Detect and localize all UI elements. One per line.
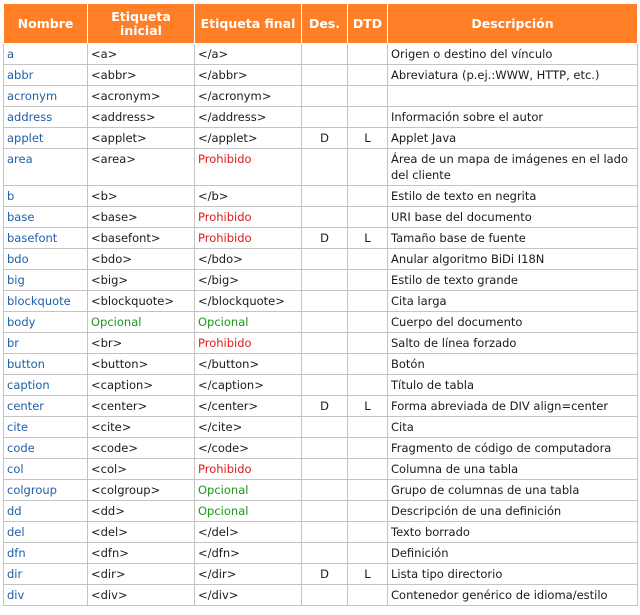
dtd-cell: [348, 459, 388, 480]
table-row: [4, 459, 638, 480]
name-cell: b: [4, 186, 88, 207]
description-cell: Botón: [388, 354, 638, 375]
header-etiqueta-inicial: Etiqueta inicial: [88, 4, 195, 44]
name-cell: button: [4, 354, 88, 375]
end-tag-cell: </address>: [195, 107, 302, 128]
name-cell: colgroup: [4, 480, 88, 501]
table-row: [4, 107, 638, 128]
dtd-cell: [348, 86, 388, 107]
deprecated-cell: D: [302, 228, 348, 249]
start-tag-cell: <a>: [88, 44, 195, 65]
name-cell: bdo: [4, 249, 88, 270]
description-cell: Tamaño base de fuente: [388, 228, 638, 249]
table-header-row: [4, 4, 638, 44]
dtd-cell: [348, 270, 388, 291]
header-dtd: DTD: [348, 4, 388, 44]
name-cell: applet: [4, 128, 88, 149]
start-tag-cell: <dd>: [88, 501, 195, 522]
dtd-cell: L: [348, 228, 388, 249]
table-row: [4, 438, 638, 459]
deprecated-cell: [302, 375, 348, 396]
dtd-cell: L: [348, 564, 388, 585]
name-cell: big: [4, 270, 88, 291]
table-row: [4, 585, 638, 606]
description-cell: Salto de línea forzado: [388, 333, 638, 354]
start-tag-cell: <del>: [88, 522, 195, 543]
end-tag-cell: </abbr>: [195, 65, 302, 86]
table-row: [4, 354, 638, 375]
table-row: [4, 65, 638, 86]
start-tag-cell: <colgroup>: [88, 480, 195, 501]
name-cell: caption: [4, 375, 88, 396]
deprecated-cell: [302, 149, 348, 186]
dtd-cell: [348, 207, 388, 228]
dtd-cell: [348, 65, 388, 86]
deprecated-cell: [302, 207, 348, 228]
end-tag-cell: </cite>: [195, 417, 302, 438]
start-tag-cell: <big>: [88, 270, 195, 291]
start-tag-cell: <code>: [88, 438, 195, 459]
start-tag-cell: <address>: [88, 107, 195, 128]
name-cell: area: [4, 149, 88, 186]
end-tag-cell: </div>: [195, 585, 302, 606]
start-tag-cell: <basefont>: [88, 228, 195, 249]
end-tag-cell: </bdo>: [195, 249, 302, 270]
name-cell: col: [4, 459, 88, 480]
dtd-cell: [348, 438, 388, 459]
name-cell: dfn: [4, 543, 88, 564]
end-tag-cell: </button>: [195, 354, 302, 375]
end-tag-cell: Opcional: [195, 312, 302, 333]
table-row: [4, 480, 638, 501]
description-cell: Cuerpo del documento: [388, 312, 638, 333]
deprecated-cell: D: [302, 564, 348, 585]
table-row: [4, 44, 638, 65]
deprecated-cell: D: [302, 396, 348, 417]
end-tag-cell: </caption>: [195, 375, 302, 396]
name-cell: address: [4, 107, 88, 128]
description-cell: Estilo de texto en negrita: [388, 186, 638, 207]
deprecated-cell: [302, 186, 348, 207]
name-cell: center: [4, 396, 88, 417]
deprecated-cell: [302, 270, 348, 291]
description-cell: Anular algoritmo BiDi I18N: [388, 249, 638, 270]
dtd-cell: [348, 249, 388, 270]
deprecated-cell: [302, 44, 348, 65]
end-tag-cell: Prohibido: [195, 459, 302, 480]
start-tag-cell: <b>: [88, 186, 195, 207]
description-cell: Lista tipo directorio: [388, 564, 638, 585]
dtd-cell: [348, 522, 388, 543]
dtd-cell: [348, 480, 388, 501]
end-tag-cell: </big>: [195, 270, 302, 291]
start-tag-cell: <cite>: [88, 417, 195, 438]
description-cell: Abreviatura (p.ej.:WWW, HTTP, etc.): [388, 65, 638, 86]
description-cell: Cita larga: [388, 291, 638, 312]
description-cell: Fragmento de código de computadora: [388, 438, 638, 459]
end-tag-cell: </dir>: [195, 564, 302, 585]
end-tag-cell: </acronym>: [195, 86, 302, 107]
name-cell: code: [4, 438, 88, 459]
deprecated-cell: [302, 291, 348, 312]
name-cell: div: [4, 585, 88, 606]
dtd-cell: [348, 501, 388, 522]
description-cell: Contenedor genérico de idioma/estilo: [388, 585, 638, 606]
table-row: [4, 207, 638, 228]
deprecated-cell: [302, 107, 348, 128]
table-body: [4, 44, 638, 606]
header-des: Des.: [302, 4, 348, 44]
start-tag-cell: <abbr>: [88, 65, 195, 86]
end-tag-cell: </blockquote>: [195, 291, 302, 312]
end-tag-cell: Prohibido: [195, 207, 302, 228]
name-cell: cite: [4, 417, 88, 438]
table-row: [4, 501, 638, 522]
table-row: [4, 375, 638, 396]
description-cell: Área de un mapa de imágenes en el lado del cliente: [388, 149, 638, 186]
table-row: [4, 333, 638, 354]
deprecated-cell: [302, 354, 348, 375]
name-cell: del: [4, 522, 88, 543]
end-tag-cell: Opcional: [195, 501, 302, 522]
dtd-cell: [348, 107, 388, 128]
description-cell: Applet Java: [388, 128, 638, 149]
header-etiqueta-final: Etiqueta final: [195, 4, 302, 44]
name-cell: acronym: [4, 86, 88, 107]
table-row: [4, 270, 638, 291]
end-tag-cell: </center>: [195, 396, 302, 417]
deprecated-cell: [302, 543, 348, 564]
end-tag-cell: </b>: [195, 186, 302, 207]
header-descripcion: Descripción: [388, 4, 638, 44]
dtd-cell: L: [348, 396, 388, 417]
dtd-cell: [348, 44, 388, 65]
description-cell: URI base del documento: [388, 207, 638, 228]
deprecated-cell: [302, 417, 348, 438]
start-tag-cell: <caption>: [88, 375, 195, 396]
dtd-cell: [348, 375, 388, 396]
description-cell: Cita: [388, 417, 638, 438]
deprecated-cell: [302, 438, 348, 459]
end-tag-cell: </a>: [195, 44, 302, 65]
description-cell: Forma abreviada de DIV align=center: [388, 396, 638, 417]
start-tag-cell: <applet>: [88, 128, 195, 149]
start-tag-cell: <area>: [88, 149, 195, 186]
name-cell: abbr: [4, 65, 88, 86]
name-cell: a: [4, 44, 88, 65]
dtd-cell: L: [348, 128, 388, 149]
header-nombre: Nombre: [4, 4, 88, 44]
end-tag-cell: </applet>: [195, 128, 302, 149]
table-row: [4, 543, 638, 564]
table-row: [4, 186, 638, 207]
start-tag-cell: <blockquote>: [88, 291, 195, 312]
start-tag-cell: <bdo>: [88, 249, 195, 270]
start-tag-cell: <div>: [88, 585, 195, 606]
deprecated-cell: [302, 65, 348, 86]
deprecated-cell: [302, 585, 348, 606]
name-cell: dir: [4, 564, 88, 585]
description-cell: Estilo de texto grande: [388, 270, 638, 291]
description-cell: Descripción de una definición: [388, 501, 638, 522]
end-tag-cell: </dfn>: [195, 543, 302, 564]
start-tag-cell: <col>: [88, 459, 195, 480]
description-cell: Grupo de columnas de una tabla: [388, 480, 638, 501]
deprecated-cell: [302, 249, 348, 270]
table-row: [4, 522, 638, 543]
table-row: [4, 417, 638, 438]
start-tag-cell: <br>: [88, 333, 195, 354]
deprecated-cell: D: [302, 128, 348, 149]
deprecated-cell: [302, 333, 348, 354]
table-row: [4, 86, 638, 107]
table-row: [4, 149, 638, 186]
start-tag-cell: <button>: [88, 354, 195, 375]
dtd-cell: [348, 417, 388, 438]
table-row: [4, 228, 638, 249]
dtd-cell: [348, 354, 388, 375]
start-tag-cell: <acronym>: [88, 86, 195, 107]
start-tag-cell: <base>: [88, 207, 195, 228]
dtd-cell: [348, 186, 388, 207]
description-cell: Definición: [388, 543, 638, 564]
start-tag-cell: <center>: [88, 396, 195, 417]
description-cell: Título de tabla: [388, 375, 638, 396]
deprecated-cell: [302, 312, 348, 333]
deprecated-cell: [302, 501, 348, 522]
deprecated-cell: [302, 86, 348, 107]
start-tag-cell: Opcional: [88, 312, 195, 333]
name-cell: basefont: [4, 228, 88, 249]
end-tag-cell: Prohibido: [195, 228, 302, 249]
end-tag-cell: </code>: [195, 438, 302, 459]
dtd-cell: [348, 149, 388, 186]
name-cell: base: [4, 207, 88, 228]
table-row: [4, 291, 638, 312]
dtd-cell: [348, 543, 388, 564]
end-tag-cell: Opcional: [195, 480, 302, 501]
table-row: [4, 564, 638, 585]
end-tag-cell: Prohibido: [195, 149, 302, 186]
description-cell: Información sobre el autor: [388, 107, 638, 128]
html-elements-table: [3, 3, 638, 606]
table-row: [4, 128, 638, 149]
table-row: [4, 312, 638, 333]
description-cell: [388, 86, 638, 107]
dtd-cell: [348, 291, 388, 312]
name-cell: br: [4, 333, 88, 354]
name-cell: dd: [4, 501, 88, 522]
end-tag-cell: Prohibido: [195, 333, 302, 354]
deprecated-cell: [302, 459, 348, 480]
end-tag-cell: </del>: [195, 522, 302, 543]
deprecated-cell: [302, 522, 348, 543]
deprecated-cell: [302, 480, 348, 501]
start-tag-cell: <dfn>: [88, 543, 195, 564]
description-cell: Columna de una tabla: [388, 459, 638, 480]
table-row: [4, 249, 638, 270]
name-cell: blockquote: [4, 291, 88, 312]
description-cell: Origen o destino del vínculo: [388, 44, 638, 65]
description-cell: Texto borrado: [388, 522, 638, 543]
dtd-cell: [348, 333, 388, 354]
dtd-cell: [348, 585, 388, 606]
start-tag-cell: <dir>: [88, 564, 195, 585]
dtd-cell: [348, 312, 388, 333]
name-cell: body: [4, 312, 88, 333]
table-row: [4, 396, 638, 417]
